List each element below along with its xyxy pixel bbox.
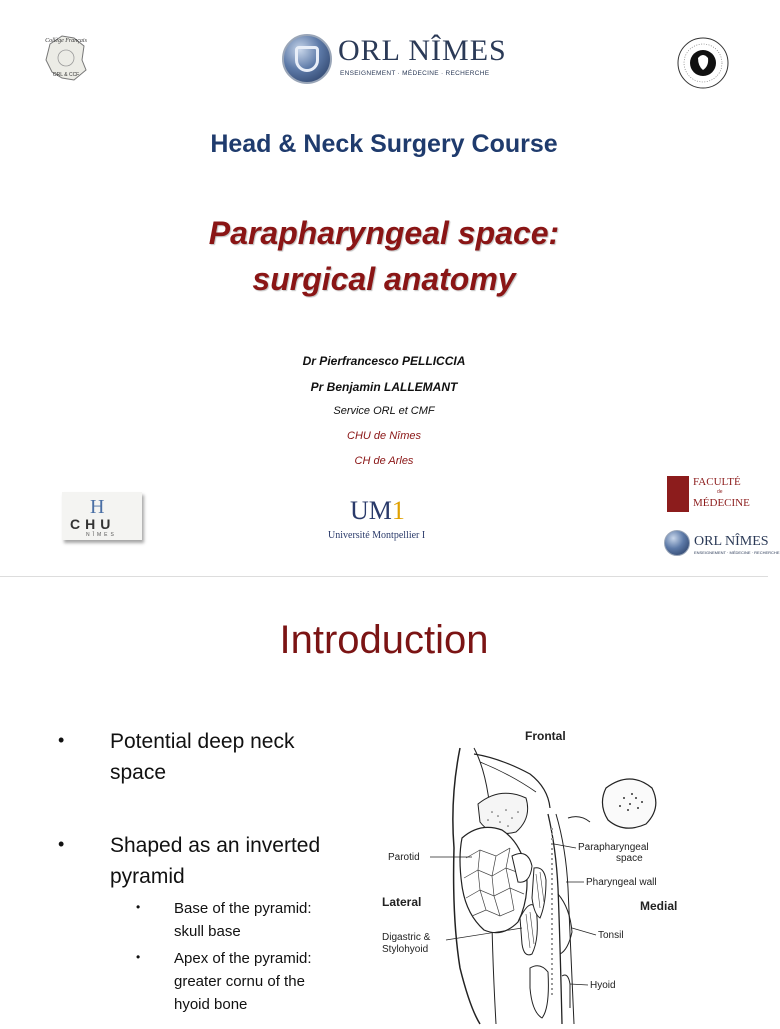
sub-bullet-2: Apex of the pyramid: greater cornu of the hyoid bone [174,950,312,1013]
slide-divider [0,576,768,577]
bullet-1: Potential deep neck space [110,730,295,784]
chu-nimes-logo: H CHU NÎMES [62,492,146,548]
diagram-label-pharyngeal-wall: Pharyngeal wall [586,877,657,888]
orl-logo-name: ORL NÎMES [338,34,507,67]
society-seal-logo [676,36,730,90]
chu-h-icon: H [90,496,105,518]
sub-bullet-icon: • [136,900,141,914]
sub-bullet-1: Base of the pyramid: skull base [174,900,312,940]
university-name: Université Montpellier I [328,530,426,541]
diagram-label-frontal: Frontal [525,729,566,743]
svg-text:space: space [616,853,643,864]
diagram-label-lateral: Lateral [382,895,422,909]
sub-bullet-icon: • [136,950,141,964]
diagram-label-parapharyngeal: Parapharyngeal [578,842,649,853]
author-1: Dr Pierfrancesco PELLICCIA [302,354,466,368]
institution-1: CHU de Nîmes [347,430,421,442]
slide-title: Introduction [279,618,489,662]
title-line-1: Parapharyngeal space: [208,215,560,251]
title-line-2: surgical anatomy [252,261,516,297]
diagram-label-hyoid: Hyoid [590,980,616,991]
parapharyngeal-diagram [380,718,710,1024]
diagram-label-tonsil: Tonsil [598,930,624,941]
svg-text:Collège Français: Collège Français [45,38,87,44]
faculte-medecine-logo: FACULTÉ de MÉDECINE [667,476,755,514]
svg-text:ORL & CCF: ORL & CCF [52,72,80,78]
institution-2: CH de Arles [354,455,414,467]
bullet-icon: • [58,730,65,750]
diagram-label-digastric: Digastric & [382,932,431,943]
college-francais-orl-logo [40,30,92,86]
orl-logo-tagline: ENSEIGNEMENT · MÉDECINE · RECHERCHE [340,70,490,77]
orl-nimes-small-logo: ORL NÎMES ENSEIGNEMENT · MÉDECINE · RECHERCHE [664,530,768,560]
bullet-icon: • [58,834,65,854]
author-2: Pr Benjamin LALLEMANT [310,380,458,394]
service-name: Service ORL et CMF [333,405,435,417]
orl-nimes-logo [282,32,507,88]
presentation-title [0,210,768,302]
orl-shield-small-icon [664,530,690,556]
orl-shield-icon [282,34,332,84]
svg-text:Stylohyoid: Stylohyoid [382,944,429,955]
course-title: Head & Neck Surgery Course [210,130,558,158]
diagram-label-medial: Medial [640,899,678,913]
bullet-2: Shaped as an inverted pyramid [110,834,321,888]
universite-montpellier-logo: UM1 Université Montpellier I [328,496,426,541]
diagram-label-parotid: Parotid [388,852,420,863]
